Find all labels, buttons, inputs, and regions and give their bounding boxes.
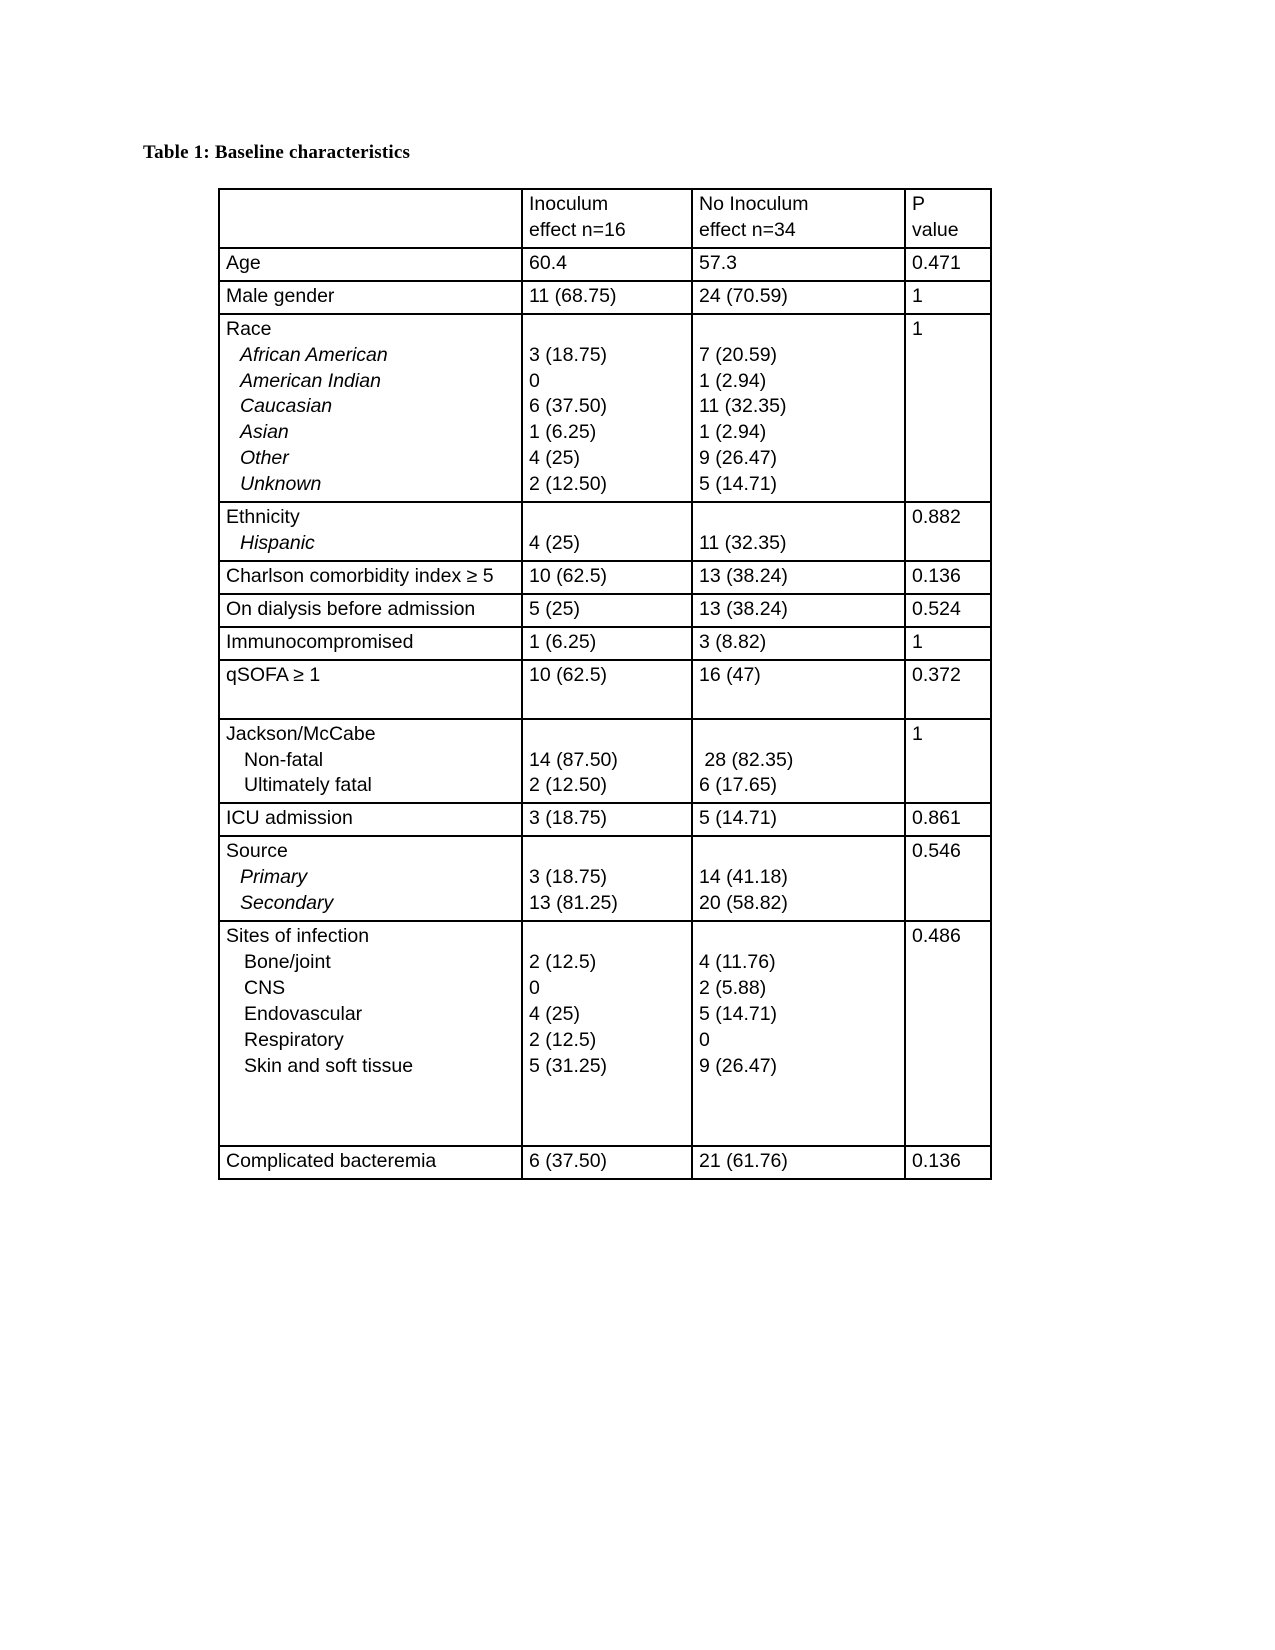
table-row [219,836,991,921]
table-row [219,561,991,594]
row-value-no-inoculum: 13 (38.24) [692,561,905,594]
row-label-sites-of-infection: Sites of infection Bone/joint CNS Endovascular Respiratory Skin and soft tissue [219,921,522,1146]
row-value-no-inoculum: 13 (38.24) [692,594,905,627]
row-value-p: 0.882 [905,502,991,561]
row-value-p: 1 [905,281,991,314]
row-label-complicated-bacteremia: Complicated bacteremia [219,1146,522,1179]
header-cell-label [219,189,522,248]
row-value-p: 0.136 [905,561,991,594]
row-value-no-inoculum: 3 (8.82) [692,627,905,660]
table-row [219,627,991,660]
row-label-charlson-index: Charlson comorbidity index ≥ 5 [219,561,522,594]
header-cell-no-inoculum: No Inoculum effect n=34 [692,189,905,248]
table-caption: Table 1: Baseline characteristics [143,142,411,163]
row-value-p: 0.372 [905,660,991,719]
table-header-row [219,189,991,248]
baseline-characteristics-table [218,188,990,1180]
row-value-inoculum: 60.4 [522,248,692,281]
row-value-no-inoculum: 57.3 [692,248,905,281]
row-value-no-inoculum: 7 (20.59) 1 (2.94) 11 (32.35) 1 (2.94) 9 (26.47) 5 (14.71) [692,314,905,502]
row-value-inoculum: 3 (18.75) [522,803,692,836]
table-row [219,502,991,561]
row-value-no-inoculum: 28 (82.35) 6 (17.65) [692,719,905,804]
table-row [219,1146,991,1179]
row-value-no-inoculum: 21 (61.76) [692,1146,905,1179]
row-label-jackson-mccabe: Jackson/McCabe Non-fatal Ultimately fatal [219,719,522,804]
row-value-no-inoculum: 4 (11.76) 2 (5.88) 5 (14.71) 0 9 (26.47) [692,921,905,1146]
row-value-p: 0.486 [905,921,991,1146]
row-value-no-inoculum: 14 (41.18) 20 (58.82) [692,836,905,921]
row-value-p: 0.524 [905,594,991,627]
row-label-race: Race African American American Indian Caucasian Asian Other Unknown [219,314,522,502]
table-row [219,921,991,1146]
row-value-no-inoculum: 16 (47) [692,660,905,719]
row-value-inoculum: 5 (25) [522,594,692,627]
row-value-inoculum: 10 (62.5) [522,561,692,594]
table-row [219,719,991,804]
row-value-inoculum: 2 (12.5) 0 4 (25) 2 (12.5) 5 (31.25) [522,921,692,1146]
row-value-p: 1 [905,627,991,660]
row-value-no-inoculum: 24 (70.59) [692,281,905,314]
row-value-inoculum: 3 (18.75) 0 6 (37.50) 1 (6.25) 4 (25) 2 (12.50) [522,314,692,502]
row-label-on-dialysis: On dialysis before admission [219,594,522,627]
row-value-no-inoculum: 5 (14.71) [692,803,905,836]
row-label-source: Source Primary Secondary [219,836,522,921]
table-row [219,248,991,281]
header-cell-p-value: P value [905,189,991,248]
row-value-p: 0.136 [905,1146,991,1179]
header-cell-inoculum: Inoculum effect n=16 [522,189,692,248]
row-label-immunocompromised: Immunocompromised [219,627,522,660]
table-row [219,803,991,836]
row-value-inoculum: 1 (6.25) [522,627,692,660]
table-row [219,314,991,502]
row-value-inoculum: 10 (62.5) [522,660,692,719]
table-row [219,594,991,627]
row-label-qsofa: qSOFA ≥ 1 [219,660,522,719]
row-label-age: Age [219,248,522,281]
table-row [219,281,991,314]
row-label-ethnicity: Ethnicity Hispanic [219,502,522,561]
row-label-icu-admission: ICU admission [219,803,522,836]
row-value-inoculum: 11 (68.75) [522,281,692,314]
row-value-inoculum: 3 (18.75) 13 (81.25) [522,836,692,921]
row-value-p: 0.546 [905,836,991,921]
row-value-inoculum: 14 (87.50) 2 (12.50) [522,719,692,804]
row-value-inoculum: 6 (37.50) [522,1146,692,1179]
row-value-p: 0.861 [905,803,991,836]
table-row [219,660,991,719]
row-value-inoculum: 4 (25) [522,502,692,561]
row-label-male-gender: Male gender [219,281,522,314]
row-value-no-inoculum: 11 (32.35) [692,502,905,561]
row-value-p: 1 [905,719,991,804]
row-value-p: 0.471 [905,248,991,281]
row-value-p: 1 [905,314,991,502]
